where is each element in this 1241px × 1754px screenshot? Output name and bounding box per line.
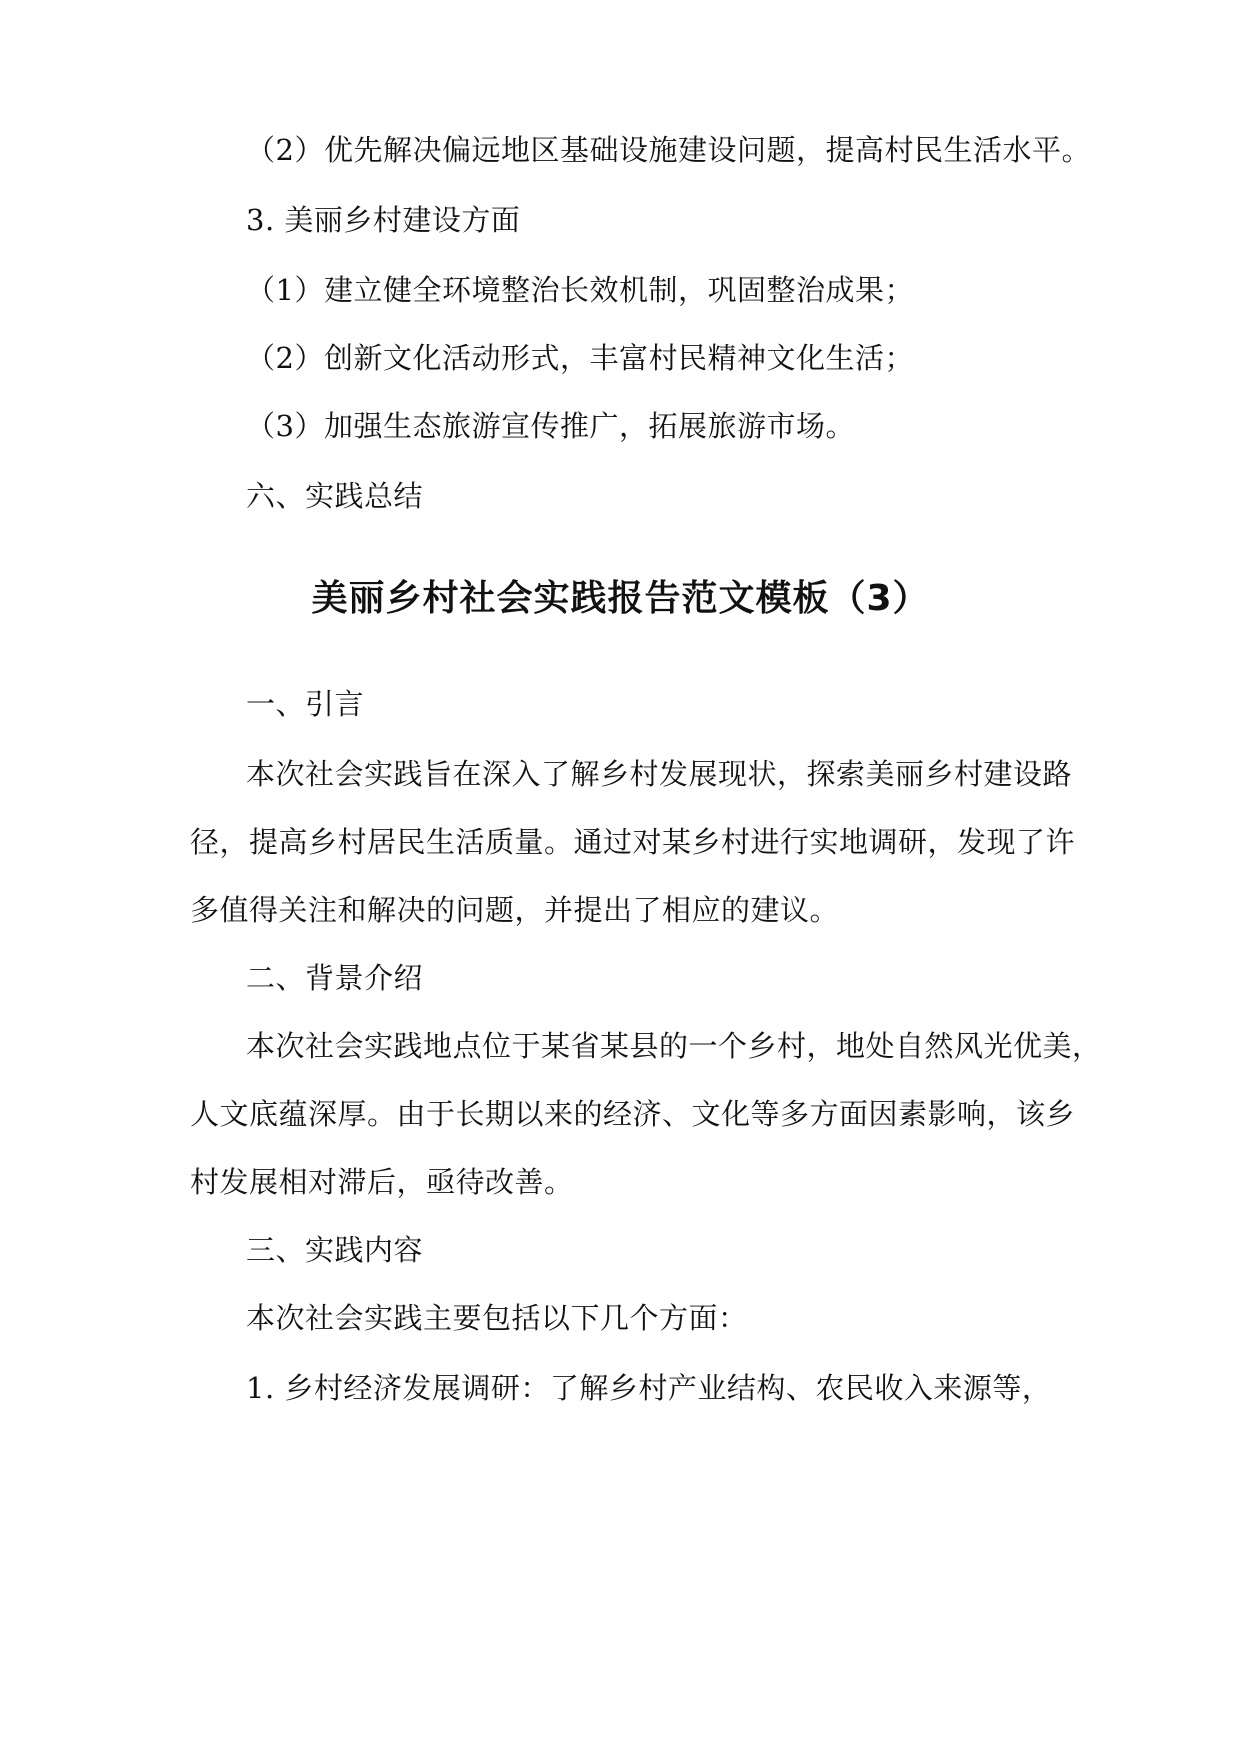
background-paragraph-line-2: 人文底蕴深厚。由于长期以来的经济、文化等多方面因素影响，该乡 xyxy=(190,1097,1076,1131)
intro-paragraph-line-1: 本次社会实践旨在深入了解乡村发展现状，探索美丽乡村建设路 xyxy=(246,757,1073,791)
list-item-2-2: （2）优先解决偏远地区基础设施建设问题，提高村民生活水平。 xyxy=(246,133,1091,167)
background-paragraph-line-3: 村发展相对滞后，亟待改善。 xyxy=(190,1165,574,1199)
section-heading-3: 3. 美丽乡村建设方面 xyxy=(246,203,521,237)
background-paragraph-line-1: 本次社会实践地点位于某省某县的一个乡村，地处自然风光优美， xyxy=(246,1029,1102,1063)
intro-paragraph-line-3: 多值得关注和解决的问题，并提出了相应的建议。 xyxy=(190,893,840,927)
document-title: 美丽乡村社会实践报告范文模板（3） xyxy=(311,578,930,619)
section-heading-summary: 六、实践总结 xyxy=(246,479,424,513)
list-item-3-2: （2）创新文化活动形式，丰富村民精神文化生活； xyxy=(246,341,914,375)
content-paragraph-line-1: 本次社会实践主要包括以下几个方面： xyxy=(246,1301,748,1335)
section-heading-background: 二、背景介绍 xyxy=(246,961,424,995)
intro-paragraph-line-2: 径，提高乡村居民生活质量。通过对某乡村进行实地调研，发现了许 xyxy=(190,825,1076,859)
section-heading-intro: 一、引言 xyxy=(246,687,365,721)
list-item-3-3: （3）加强生态旅游宣传推广，拓展旅游市场。 xyxy=(246,409,855,443)
list-item-3-1: （1）建立健全环境整治长效机制，巩固整治成果； xyxy=(246,273,914,307)
content-list-item-1: 1. 乡村经济发展调研：了解乡村产业结构、农民收入来源等， xyxy=(246,1371,1052,1405)
section-heading-content: 三、实践内容 xyxy=(246,1233,424,1267)
